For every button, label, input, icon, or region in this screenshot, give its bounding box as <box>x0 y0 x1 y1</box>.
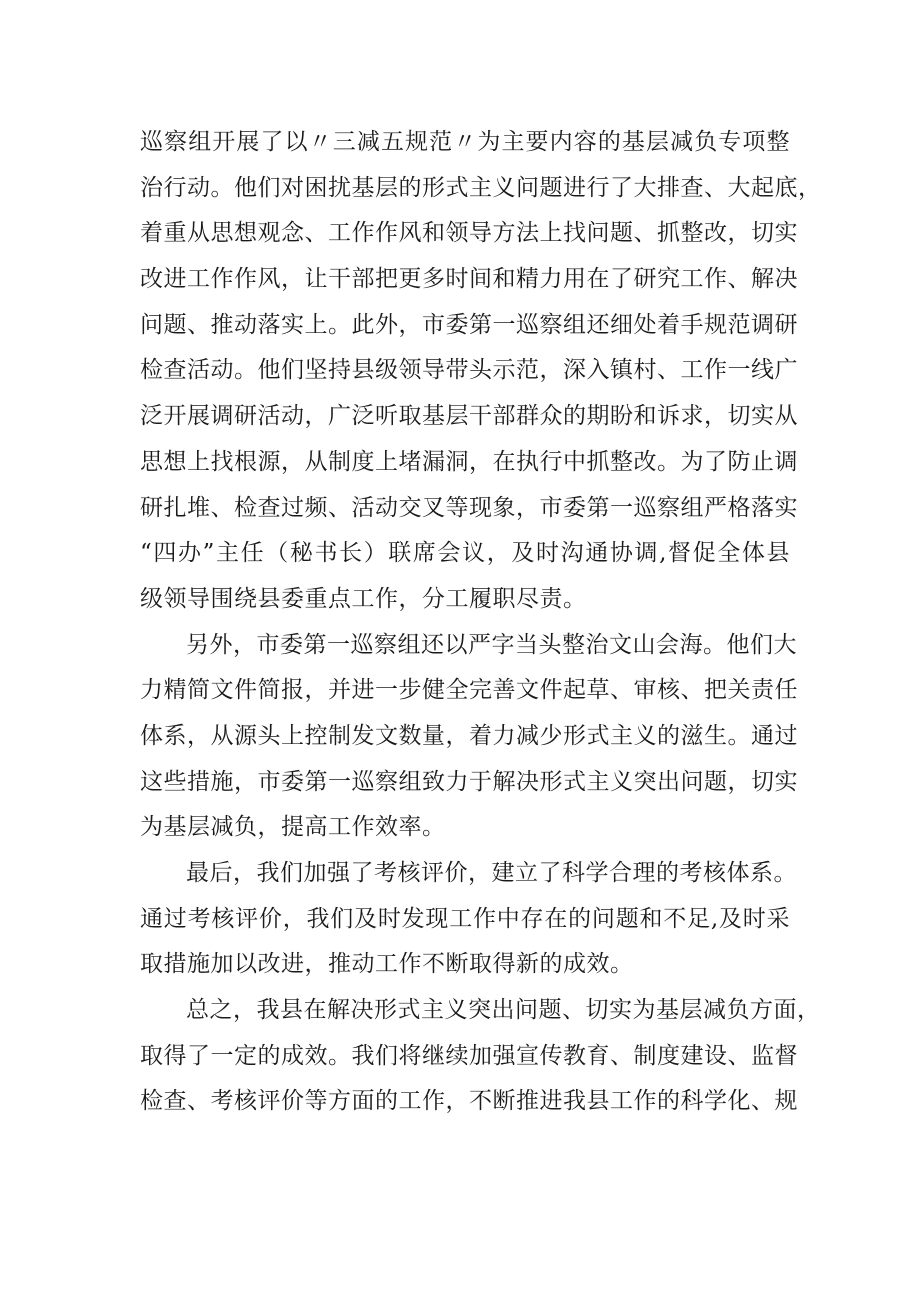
text-line: 另外，市委第一巡察组还以严字当头整治文山会海。他们大 <box>186 631 797 658</box>
text-line: 力精简文件简报，并进一步健全完善文件起草、审核、把关责任 <box>140 677 798 704</box>
text-line: 着重从思想观念、工作作风和领导方法上找问题、抓整改，切实 <box>140 220 798 247</box>
text-line: 级领导围绕县委重点工作，分工履职尽责。 <box>140 585 587 612</box>
text-line: 最后，我们加强了考核评价，建立了科学合理的考核体系。 <box>186 860 797 886</box>
text-line: “四办”主任（秘书长）联席会议，及时沟通协调,督促全体县 <box>140 540 790 567</box>
text-line: 检查、考核评价等方面的工作，不断推进我县工作的科学化、规 <box>140 1088 798 1115</box>
text-line: 问题、推动落实上。此外，市委第一巡察组还细处着手规范调研 <box>140 311 798 338</box>
text-line: 改进工作作风，让干部把更多时间和精力用在了研究工作、解决 <box>140 266 798 293</box>
text-line: 研扎堆、检查过频、活动交叉等现象，市委第一巡察组严格落实 <box>140 494 798 521</box>
text-line: 总之，我县在解决形式主义突出问题、切实为基层减负方面， <box>186 997 821 1024</box>
text-line: 取措施加以改进，推动工作不断取得新的成效。 <box>140 951 634 978</box>
document-body <box>140 120 822 1125</box>
text-line: 巡察组开展了以〃三减五规范〃为主要内容的基层减负专项整 <box>140 129 790 155</box>
text-line: 泛开展调研活动，广泛听取基层干部群众的期盼和诉求，切实从 <box>140 403 798 430</box>
text-line: 检查活动。他们坚持县级领导带头示范，深入镇村、工作一线广 <box>140 357 798 384</box>
text-line: 治行动。他们对困扰基层的形式主义问题进行了大排查、大起底， <box>140 174 822 201</box>
text-line: 取得了一定的成效。我们将继续加强宣传教育、制度建设、监督 <box>140 1042 798 1069</box>
text-line: 为基层减负，提高工作效率。 <box>140 814 446 841</box>
text-line: 体系，从源头上控制发文数量，着力减少形式主义的滋生。通过 <box>140 722 798 749</box>
text-line: 通过考核评价，我们及时发现工作中存在的问题和不足,及时采 <box>140 905 790 932</box>
text-line: 这些措施，市委第一巡察组致力于解决形式主义突出问题，切实 <box>140 768 798 795</box>
text-line: 思想上找根源，从制度上堵漏洞，在执行中抓整改。为了防止调 <box>140 448 798 475</box>
